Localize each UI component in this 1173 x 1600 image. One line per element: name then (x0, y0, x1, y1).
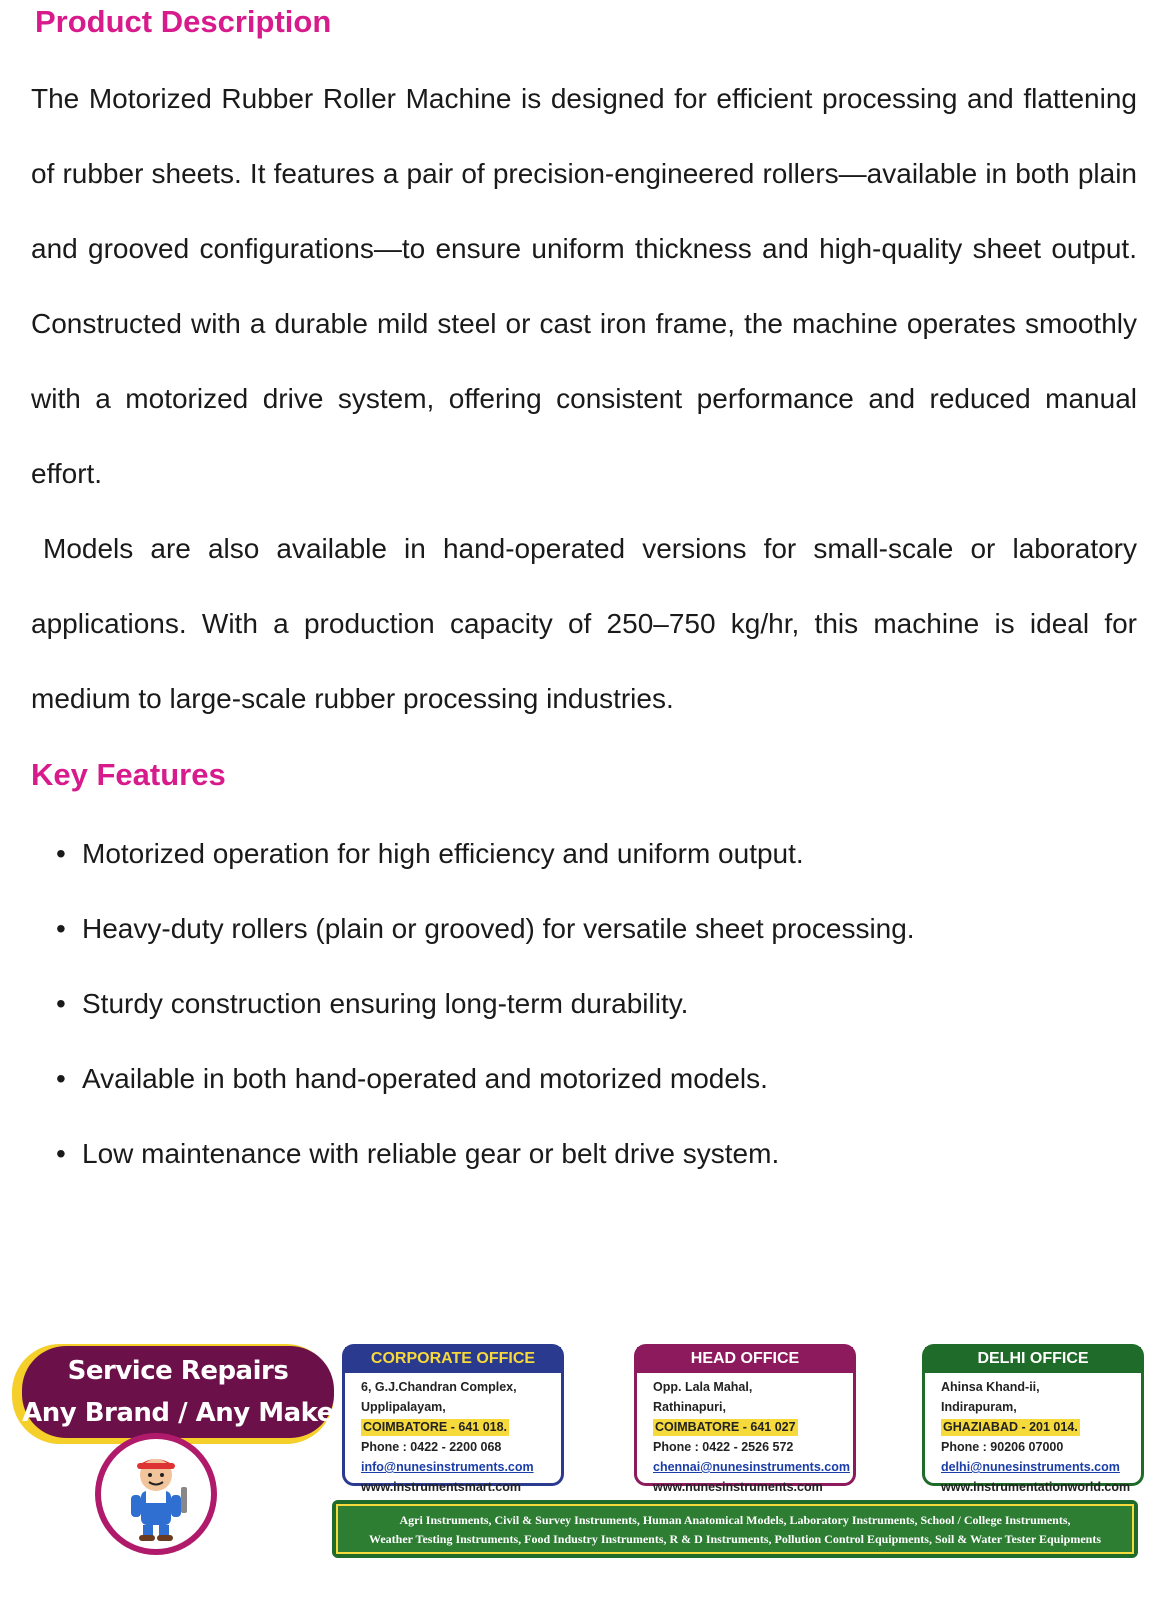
office-website[interactable]: www.instrumentationworld.com (941, 1480, 1131, 1494)
office-website[interactable]: www.nunesinstruments.com (653, 1480, 823, 1494)
categories-line-1: Agri Instruments, Civil & Survey Instruments, Human Anatomical Models, Laboratory Instruments, School / College Instruments, (399, 1513, 1071, 1527)
bullet-icon: • (56, 1063, 66, 1094)
key-features-heading: Key Features (31, 757, 226, 792)
office-email-link[interactable]: info@nunesinstruments.com (361, 1460, 534, 1474)
key-features-list (56, 816, 1116, 1191)
office-city: COIMBATORE - 641 027 (655, 1420, 796, 1434)
bullet-icon: • (56, 1138, 66, 1169)
office-phone: Phone : 0422 - 2526 572 (653, 1440, 794, 1454)
office-address-1: 6, G.J.Chandran Complex, (361, 1380, 517, 1394)
service-line-1: Service Repairs (67, 1356, 289, 1386)
list-item: • Motorized operation for high efficiency and uniform output. (56, 816, 1116, 891)
head-office-card (634, 1344, 856, 1494)
office-title: CORPORATE OFFICE (345, 1347, 561, 1373)
list-item: • Sturdy construction ensuring long-term durability. (56, 966, 1116, 1041)
categories-line-2: Weather Testing Instruments, Food Industry Instruments, R & D Instruments, Pollution Control Equipments, Soil & Water Tester Equipments (369, 1532, 1101, 1546)
product-description-heading: Product Description (35, 4, 332, 39)
service-repairs-badge (12, 1344, 334, 1444)
corporate-office-card (342, 1344, 564, 1494)
instrument-categories-band (332, 1500, 1138, 1558)
office-title: HEAD OFFICE (637, 1347, 853, 1373)
office-phone: Phone : 90206 07000 (941, 1440, 1064, 1454)
list-item: • Low maintenance with reliable gear or belt drive system. (56, 1116, 1116, 1191)
office-city: GHAZIABAD - 201 014. (943, 1420, 1078, 1434)
office-city: COIMBATORE - 641 018. (363, 1420, 508, 1434)
bullet-icon: • (56, 988, 66, 1019)
bullet-icon: • (56, 838, 66, 869)
office-address-2: Rathinapuri, (653, 1400, 726, 1414)
office-email-link[interactable]: chennai@nunesinstruments.com (653, 1460, 850, 1474)
service-line-2: Any Brand / Any Make (22, 1398, 334, 1428)
office-email-link[interactable]: delhi@nunesinstruments.com (941, 1460, 1120, 1474)
description-paragraph-1: The Motorized Rubber Roller Machine is designed for efficient processing and flattening of rubber sheets. It features a pair of precision-engineered rollers—available in both plain and grooved configurations—to ensure uniform thickness and high-quality sheet output. Constructed with a durable mild steel or cast iron frame, the machine operates smoothly with a motorized drive system, offering consistent performance and reduced manual effort. (31, 83, 1137, 489)
bullet-icon: • (56, 913, 66, 944)
office-phone: Phone : 0422 - 2200 068 (361, 1440, 502, 1454)
office-address-1: Ahinsa Khand-ii, (941, 1380, 1040, 1394)
description-paragraph-2: Models are also available in hand-operated versions for small-scale or laboratory applications. With a production capacity of 250–750 kg/hr, this machine is ideal for medium to large-scale rubber processing industries. (31, 533, 1137, 714)
office-address-2: Upplipalayam, (361, 1400, 446, 1414)
office-website[interactable]: www.instrumentsmart.com (361, 1480, 521, 1494)
office-title: DELHI OFFICE (925, 1347, 1141, 1373)
delhi-office-card (922, 1344, 1144, 1494)
repairman-mascot-icon (95, 1433, 217, 1555)
list-item: • Available in both hand-operated and motorized models. (56, 1041, 1116, 1116)
office-address-2: Indirapuram, (941, 1400, 1017, 1414)
list-item: • Heavy-duty rollers (plain or grooved) for versatile sheet processing. (56, 891, 1116, 966)
footer-banner (0, 1330, 1173, 1600)
office-address-1: Opp. Lala Mahal, (653, 1380, 753, 1394)
